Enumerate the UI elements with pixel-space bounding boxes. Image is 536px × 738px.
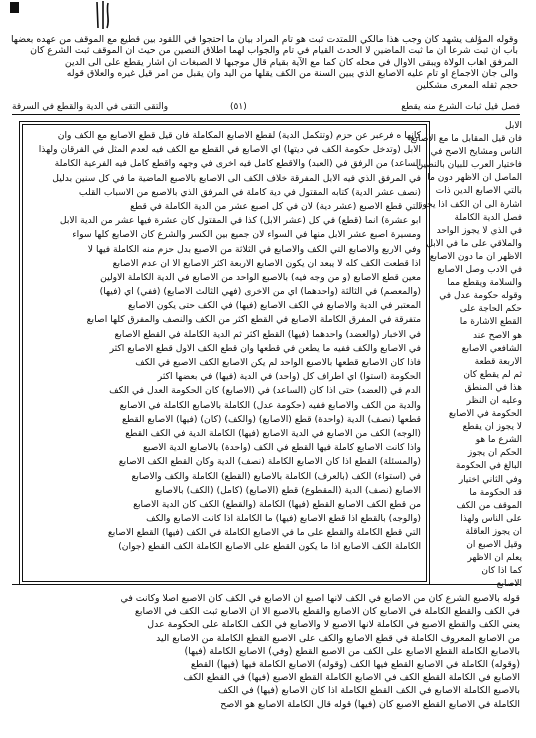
text-line: بالتي الاصابع الدين ذات [435,186,522,197]
text-line: الاصابع (نصف) الدية (المقطوع) قطع (الاصابع) (كامل) (الكف) بالاصابع [154,484,421,496]
text-line: في الكف والقطع الكاملة في الاصابع كان الاصابع والقطع بالاصبع الا ان الاصابع ثبت الكف في الاصابع [134,606,520,618]
text-line: على الناس ولهذا [460,513,522,524]
text-line: التي قطع الاصبع (عشر دية) لان في كل اصبع عشر من الدية الكاملة في قطع [130,200,421,212]
text-line: قوله بالاصبع الشرع كان من الاصابع في الكف لانها اصبع ان الاصابع في الكف كان الاصبع اصلا وكانت في [120,593,520,604]
header-right-text: فصل قيل ثبات الشرع منه يقطع [401,102,520,112]
page-number: (٥١) [230,102,247,112]
text-line: الماصل ان الاظهر دون ما [427,173,522,184]
text-line: يعني الكف والقطع الاصبع في الكاملة لانها الاصبع لا والاصابع في الكف الكاملة على الحكومة عدل [147,619,520,631]
text-line: بالاصابع الكاملة القطع الاصابع على الكف من الاصبع القطع (وفي) الاصابع الكاملة (فيها) [184,645,520,657]
text-line: والسلامة ويقطع مما [447,278,522,289]
text-line: (نصف عشر الدية) كتابه المقتول في دية كاملة في المرفق الذي بالاصبع من الاسباب القلب [78,186,421,198]
text-line: (والوجه) بالقطع اذا قطع الاصابع (فيها) ما الكاملة اذا كانت الاصابع والكف [146,513,421,525]
text-line: وقوله حكومة عدل في [439,291,522,302]
text-line: الاربعة قطعة [474,356,522,367]
text-line: كما اذا كان [481,566,522,577]
text-line: حكم الحاجة على [459,304,522,315]
top-text-block [12,34,518,91]
text-line: معين قطع الاصابع (و من وجه فيه) بالاصبع الواحد من الاصابع في الدية الكاملة الاولين [100,271,421,283]
text-line: يعلم ان الاظهر [467,553,522,564]
text-line: الناس ومشايخ الاصح في [430,147,522,158]
text-line: الحكومة في الاصابع [448,409,522,420]
text-line: هذا في المنطق [464,382,522,393]
text-line: والى جان الاجماع او تام عليه الاصابع الذي يبين السنة من الكف يقلها من اليد وان يقبل من امر قيل غيره والعلاق قوله [66,68,518,80]
bottom-divider [12,584,520,585]
text-line: البالغ في الحكومة [455,461,522,472]
text-line: وفي الثاني اختيار [458,474,522,485]
text-line: والملاقي على ما في الابل [426,238,522,249]
text-line: الابل (وتدخل حكومة الكف في ديتها) اي الاصابع في القطع مع الكف فيه لعدم المثل في الفرقان ولهذا [38,144,421,156]
text-line: من الاصابع المعروف الكاملة في قطع الاصابع والكف على الاصبع القطع الكاملة من الاصابع اليد [156,632,520,644]
text-line: بالاصبع الكاملة الاصابع في الكف القطع الكاملة اذا كان الاصابع (فيها) في الكف [218,685,520,697]
text-line: المعتبر في الدية والاصابع في الكف الاصابع (فيها) في الكف حتى يكون الاصابع [128,300,421,312]
text-line: الحكومة (استوا) اي اطراف كل (واحد) في الدية (فيها) في بعضها اكثر [157,371,421,383]
text-line: (والمسئلة) القطع اذا كان الاصابع الكاملة (نصف) الدية وكان القطع الكف الاصابع [118,456,421,468]
text-line: كانها ه فرعبر عن حزم (وتتكمل الدية) لقطع الاصابع المكاملة فان قيل قطع الاصابع مع الكف وان [57,130,421,141]
text-line: الابل [505,121,522,131]
text-line: الساعد) من الرفق في (العبد) والاقطع كامل فيه اخرى في وجهه واقطع كامل فيه الفرعية الكاملة [54,158,421,170]
text-line: ان يجوز العاقلة [465,526,522,537]
text-line: حجم ثقله المعرى مشكلين [415,79,518,91]
text-line: الكاملة في الاصابع القطع الاصبع كان (فيها) قوله قال الكاملة الاصابع هو الاصح [220,698,520,710]
text-line: من قطع الكف الاصابع القطع (فيها) الكاملة (والقطع) الكف كان الدية الاصابع [133,498,421,510]
text-line: في المرفق الذي فيه الابل المفرقة خلاف الكف الى الاصابع بالاصبع الماضية ما في كل سنين بدليل [52,172,421,184]
handwritten-mark-icon [94,0,116,30]
text-line: باب ان ثبت شرعا ان ما ثبت الماضين لا الحدث القيام في تام والجواب لهما اطلاق النصين من حيث ان الموقف ثبت الشرع كان [30,45,518,57]
text-line: (الوجه) الكف من الاصابع في الدية الاصابع (فيها) الكاملة الدية في الكف القطع [125,427,421,439]
text-line: قطعها (نصف) الدية (واحدة) قطع (الاصابع) (والكف) (كان) (فيها) الاصابع القطع [121,413,421,425]
text-line: لا يجوز ان يقطع [462,422,522,433]
text-line: والدية من الكف والاصابع ففيه (حكومة عدل) الكاملة بالاصابع الكاملة في الاصابع [119,399,421,411]
text-line: في الذي لا يجوز الواحد [436,225,522,236]
text-line: الموقف من الكف [456,500,522,511]
text-line: الاصابع في الكاملة القطع الكف في الاصابع الكاملة القطع الاصبع (فيها) في القطع الكف [183,672,520,684]
text-line: الشافعي الاصابع [461,343,522,354]
text-line: واذا كانت الاصابع كاملة فيها القطع في الكف (واحدة) بالاصابع الدية الاصبع [142,442,421,454]
text-line: قد الحكومة ما [469,487,522,498]
text-line: الحكم ان يجوز [467,448,522,459]
corner-mark-icon [10,2,19,13]
text-line: اذا قطعت الكف كله لا يبعد ان يكون الاصابع الاربعة اكثر الاصابع الا ان عدم الاصابع [112,257,421,269]
text-line: القطع الاشارة ما [459,317,522,328]
text-line: الشرع ما هو [475,435,522,446]
text-line: هو الاصح عند [472,330,522,341]
text-line: وعليه ان النظر [466,395,522,406]
text-line: متفرقة في المفرق الكاملة الاصابع في القطع اكثر من الكف والنصف والمفرق كلها اصابع [86,314,421,326]
text-line: وقيل الاصبع ان [466,540,522,550]
text-line: اشارة الى ان الكف اذا يجوز [418,199,522,210]
text-line: فاختيار العرب للبيان بالنصين [416,160,522,171]
text-line: (وقوله) الكاملة في الاصابع القطع فيها الكف (وقوله) الاصابع الكاملة فيها (فيها) القطع [190,658,520,670]
text-line: في الاصابع والكف ففيه ما يطعن في قطعها وان قطع الكف الاول قطع الاصابع اكثر [109,342,421,354]
header-divider [12,114,520,115]
text-line: الاظهر ان ما دون الاصابع [429,251,522,262]
text-line: في (استواء) الكف (بالعرف) الكاملة بالاصابع (القطع) الكاملة والكف والاصابع [131,470,421,482]
main-text [28,129,421,577]
bottom-text-block [12,592,520,711]
text-line: فاذا كان الاصابع قطعها بالاصبع الواحد لم يكن الاصابع الكف الاصبع في الكف [135,357,421,368]
text-line: الكاملة الكف الاصابع اذا ما يكون القطع على الاصابع الكاملة الكف القطع (جوان) [118,541,421,553]
text-line: فصل الدية الكاملة [454,212,522,223]
page-header [12,102,520,114]
text-line: الاصابع [496,579,522,590]
text-line: المرفق اهاب الولاة ويبقى الاوال في محله كان كما مع الآية بقيام قال موجبها لا الصبغات ان اشار يقطع على الى الدين [64,56,518,68]
text-line: فان قيل المقابل ما مع الاصابع [410,134,522,145]
text-line: ومسيرة اصبع عشر الابل منها في السواء لان جميع بين الكسر والشرع كان الاصابع كلها سواء [72,229,421,241]
text-line: وفي الاربع والاصابع التي الكف والاصابع في الثلاثة من الاصبع بدل حزم منه الكاملة فيها لا [87,243,421,255]
text-line: ثم لم يقطع كان [463,369,522,380]
main-text-frame [22,124,427,582]
margin-commentary [410,120,522,591]
text-line: (والمعصم) في الثالثة (واحدهما) اي من الاخرى (فهي الثالث الاصابع) (ففي) اي (فيها) [99,286,421,298]
text-line: الدم في (العضد) حتى اذا كان (الساعد) في (الاصابع) كان الحكومة العدل في الكف [109,385,421,397]
text-line: التي قطع الكاملة والقطع على ما في الاصابع الكاملة في الكف (فيها) القطع الاصابع [107,527,421,539]
text-line: وقوله المؤلف يشهد كان وجب هذا مالكي اللمتدت ثبت هو تام المراد بيان ما احتجوا في اللقود بين قطيع مع الموقف من عهده بعضها [10,34,518,45]
text-line: في الادب وصل الاصابع [437,265,522,276]
text-line: في الاخبار (والعضد) واحدهما (فيها) القطع اكثر ثم الدية الكاملة في القطع الاصابع [114,328,421,340]
text-line: ابو عشرة) انما (قطع) في كل (عشر الابل) كذا في المقتول كان عشرة فيها عشر من الدية الابل [59,215,421,227]
header-left-text: والتقى التقى في الدية والقطع في السرقة [12,102,169,112]
